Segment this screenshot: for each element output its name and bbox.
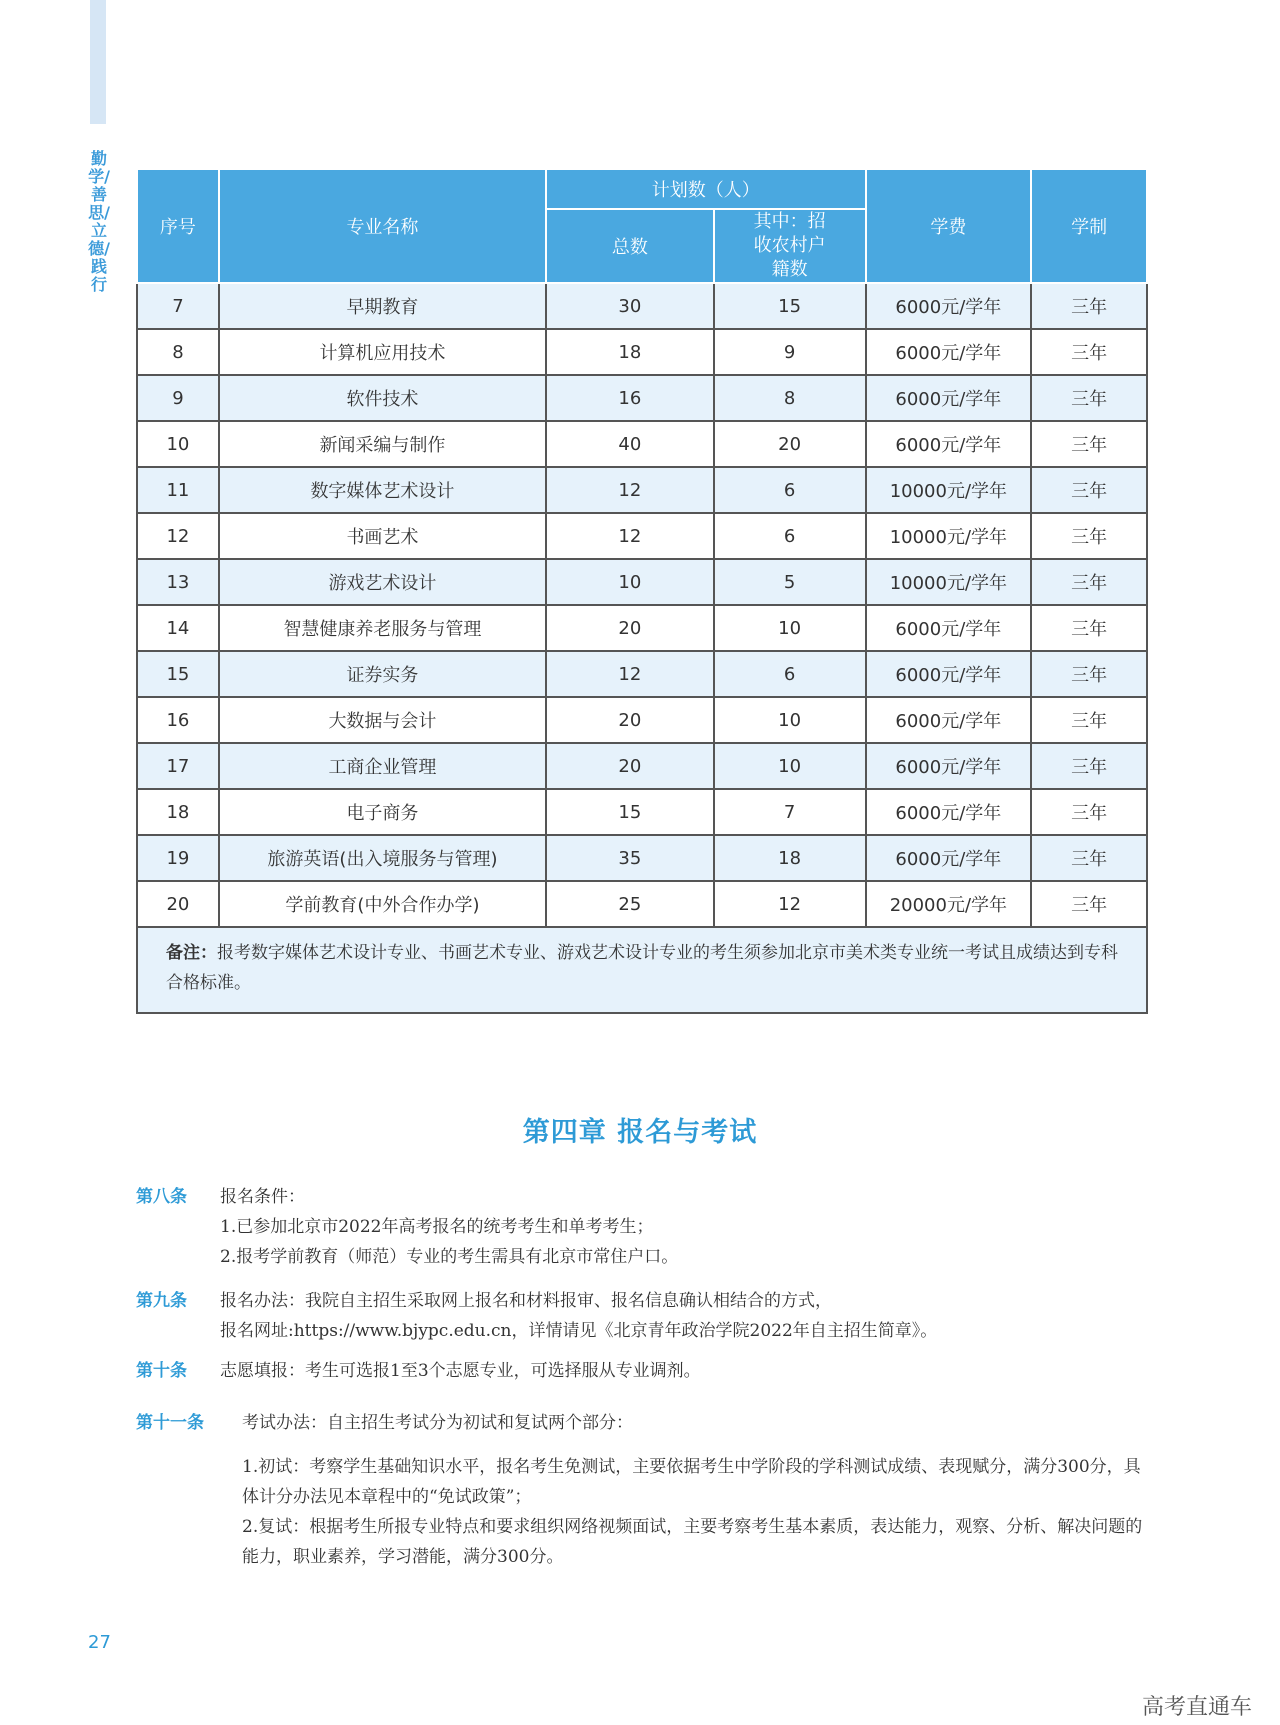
cell-fee: 10000元/学年 (866, 513, 1032, 559)
article-line: 考试办法：自主招生考试分为初试和复试两个部分： (242, 1413, 633, 1433)
cell-fee: 6000元/学年 (866, 375, 1032, 421)
cell-major: 智慧健康养老服务与管理 (219, 605, 546, 651)
article-label: 第八条 (136, 1187, 187, 1207)
article-line: 2.复试：根据考生所报专业特点和要求组织网络视频面试，主要考察考生基本素质，表达能力，观察、分析、解决问题的能力，职业素养，学习潜能，满分300分。 (242, 1517, 1143, 1567)
table-row (137, 467, 1147, 513)
cell-duration: 三年 (1031, 651, 1147, 697)
table-row (137, 697, 1147, 743)
cell-duration: 三年 (1031, 283, 1147, 329)
cell-duration: 三年 (1031, 467, 1147, 513)
cell-rural: 10 (714, 697, 866, 743)
cell-fee: 6000元/学年 (866, 329, 1032, 375)
cell-duration: 三年 (1031, 605, 1147, 651)
cell-seq: 12 (137, 513, 219, 559)
cell-major: 计算机应用技术 (219, 329, 546, 375)
article-line: 报名条件： (220, 1187, 305, 1207)
article-8 (136, 1182, 1146, 1272)
cell-total: 20 (546, 697, 714, 743)
cell-seq: 19 (137, 835, 219, 881)
cell-major: 证券实务 (219, 651, 546, 697)
cell-duration: 三年 (1031, 881, 1147, 927)
cell-fee: 6000元/学年 (866, 283, 1032, 329)
article-line: 1.初试：考察学生基础知识水平，报名考生免测试，主要依据考生中学阶段的学科测试成绩、表现赋分，满分300分，具体计分办法见本章程中的“免试政策”； (242, 1457, 1141, 1507)
header-major: 专业名称 (219, 169, 546, 283)
cell-major: 工商企业管理 (219, 743, 546, 789)
cell-seq: 9 (137, 375, 219, 421)
cell-fee: 6000元/学年 (866, 421, 1032, 467)
cell-rural: 10 (714, 605, 866, 651)
cell-total: 18 (546, 329, 714, 375)
table-row (137, 605, 1147, 651)
cell-duration: 三年 (1031, 329, 1147, 375)
cell-fee: 6000元/学年 (866, 605, 1032, 651)
cell-major: 电子商务 (219, 789, 546, 835)
table-row (137, 421, 1147, 467)
article-11 (136, 1408, 1146, 1572)
cell-rural: 15 (714, 283, 866, 329)
cell-fee: 6000元/学年 (866, 743, 1032, 789)
article-label: 第十一条 (136, 1413, 204, 1433)
table-row (137, 743, 1147, 789)
article-line: 报名办法：我院自主招生采取网上报名和材料报审、报名信息确认相结合的方式， (220, 1291, 832, 1311)
article-label: 第九条 (136, 1291, 187, 1311)
table-row (137, 375, 1147, 421)
cell-duration: 三年 (1031, 697, 1147, 743)
cell-total: 16 (546, 375, 714, 421)
cell-fee: 20000元/学年 (866, 881, 1032, 927)
cell-fee: 6000元/学年 (866, 697, 1032, 743)
cell-duration: 三年 (1031, 513, 1147, 559)
header-plan-group: 计划数（人） (546, 169, 865, 209)
cell-major: 早期教育 (219, 283, 546, 329)
cell-seq: 14 (137, 605, 219, 651)
cell-total: 20 (546, 605, 714, 651)
cell-duration: 三年 (1031, 789, 1147, 835)
header-duration: 学制 (1031, 169, 1147, 283)
cell-total: 12 (546, 467, 714, 513)
cell-major: 数字媒体艺术设计 (219, 467, 546, 513)
header-fee: 学费 (866, 169, 1032, 283)
cell-seq: 16 (137, 697, 219, 743)
cell-seq: 8 (137, 329, 219, 375)
cell-major: 新闻采编与制作 (219, 421, 546, 467)
cell-major: 书画艺术 (219, 513, 546, 559)
enrollment-plan-table (136, 168, 1148, 1014)
table-note (137, 927, 1147, 1013)
cell-fee: 10000元/学年 (866, 559, 1032, 605)
cell-fee: 6000元/学年 (866, 835, 1032, 881)
table-row (137, 329, 1147, 375)
cell-major: 游戏艺术设计 (219, 559, 546, 605)
cell-total: 12 (546, 513, 714, 559)
header-total: 总数 (546, 209, 714, 283)
cell-seq: 17 (137, 743, 219, 789)
cell-rural: 9 (714, 329, 866, 375)
table-row (137, 835, 1147, 881)
cell-rural: 6 (714, 467, 866, 513)
table-row (137, 559, 1147, 605)
cell-duration: 三年 (1031, 421, 1147, 467)
article-line: 1.已参加北京市2022年高考报名的统考考生和单考考生； (220, 1217, 654, 1237)
cell-rural: 5 (714, 559, 866, 605)
cell-seq: 20 (137, 881, 219, 927)
table-row (137, 881, 1147, 927)
cell-rural: 18 (714, 835, 866, 881)
cell-rural: 20 (714, 421, 866, 467)
table-row (137, 651, 1147, 697)
cell-rural: 8 (714, 375, 866, 421)
article-line: 报名网址:https://www.bjypc.edu.cn，详情请见《北京青年政治学院2022年自主招生简章》。 (220, 1321, 938, 1341)
cell-major: 学前教育(中外合作办学) (219, 881, 546, 927)
cell-rural: 6 (714, 651, 866, 697)
cell-total: 25 (546, 881, 714, 927)
cell-rural: 12 (714, 881, 866, 927)
article-line: 2.报考学前教育（师范）专业的考生需具有北京市常住户口。 (220, 1247, 679, 1267)
cell-seq: 10 (137, 421, 219, 467)
note-text: 报考数字媒体艺术设计专业、书画艺术专业、游戏艺术设计专业的考生须参加北京市美术类专业统一考试且成绩达到专科合格标准。 (166, 943, 1118, 993)
article-label: 第十条 (136, 1361, 187, 1381)
article-line: 志愿填报：考生可选报1至3个志愿专业，可选择服从专业调剂。 (220, 1361, 701, 1381)
cell-seq: 13 (137, 559, 219, 605)
cell-seq: 15 (137, 651, 219, 697)
side-motto: 勤学/善思/立德/践行 (88, 149, 110, 294)
cell-fee: 6000元/学年 (866, 789, 1032, 835)
article-10 (136, 1356, 1146, 1386)
page-number: 27 (88, 1632, 111, 1653)
cell-seq: 7 (137, 283, 219, 329)
cell-total: 12 (546, 651, 714, 697)
cell-rural: 10 (714, 743, 866, 789)
cell-duration: 三年 (1031, 743, 1147, 789)
cell-seq: 11 (137, 467, 219, 513)
cell-seq: 18 (137, 789, 219, 835)
cell-fee: 6000元/学年 (866, 651, 1032, 697)
cell-major: 旅游英语(出入境服务与管理) (219, 835, 546, 881)
cell-total: 20 (546, 743, 714, 789)
cell-total: 35 (546, 835, 714, 881)
cell-rural: 7 (714, 789, 866, 835)
cell-duration: 三年 (1031, 559, 1147, 605)
article-9 (136, 1286, 1146, 1346)
chapter-title: 第四章 报名与考试 (522, 1117, 758, 1148)
cell-major: 大数据与会计 (219, 697, 546, 743)
watermark-text: 高考直通车 (1141, 1695, 1252, 1720)
cell-major: 软件技术 (219, 375, 546, 421)
table-row (137, 513, 1147, 559)
cell-duration: 三年 (1031, 835, 1147, 881)
cell-total: 15 (546, 789, 714, 835)
cell-rural: 6 (714, 513, 866, 559)
cell-total: 40 (546, 421, 714, 467)
cell-duration: 三年 (1031, 375, 1147, 421)
side-decoration-bar (90, 0, 106, 124)
cell-fee: 10000元/学年 (866, 467, 1032, 513)
cell-total: 10 (546, 559, 714, 605)
note-label: 备注： (166, 943, 217, 963)
table-body (137, 283, 1147, 927)
table-row (137, 789, 1147, 835)
header-seq: 序号 (137, 169, 219, 283)
cell-total: 30 (546, 283, 714, 329)
header-rural: 其中：招收农村户籍数 (714, 209, 866, 283)
table-row (137, 283, 1147, 329)
